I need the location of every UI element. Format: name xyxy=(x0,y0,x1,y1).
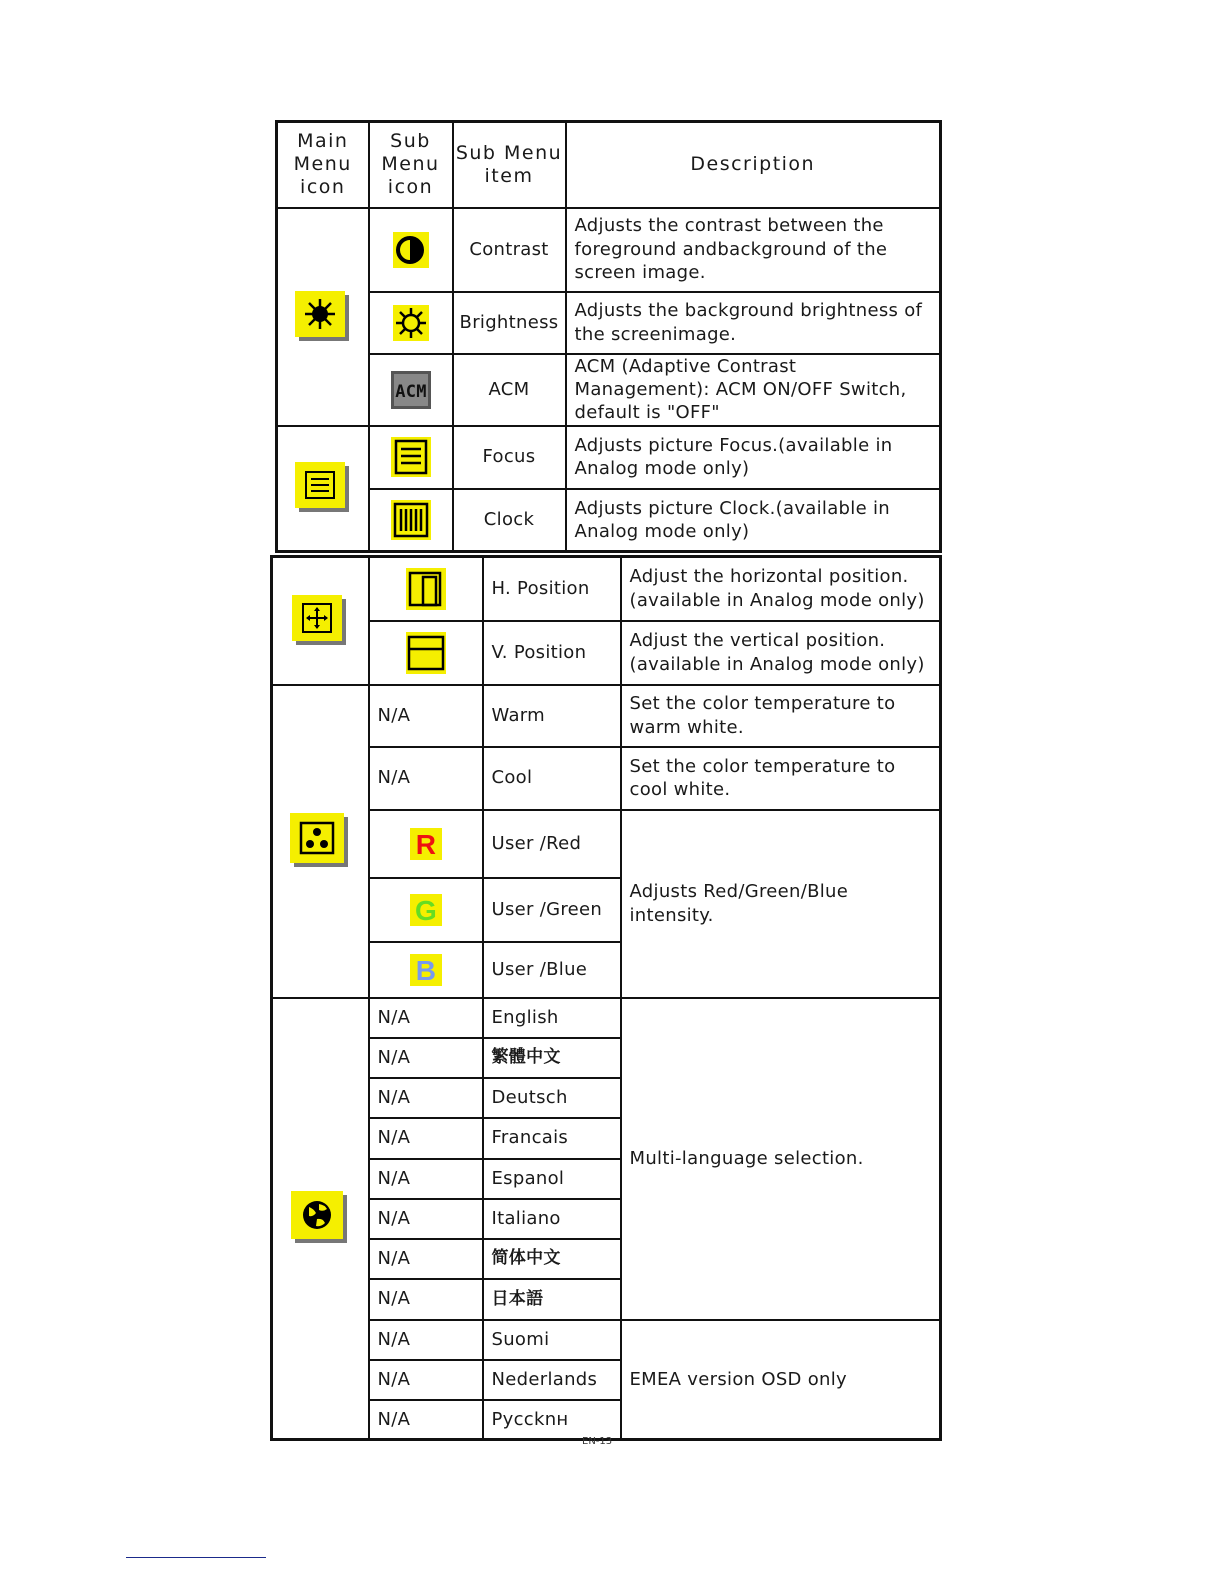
main-menu-luminance-cell xyxy=(277,208,369,426)
sub-item-acm: ACM xyxy=(453,354,566,426)
lang-sub-icon-8: N/A xyxy=(369,1279,483,1320)
desc-brightness: Adjusts the background brightness of the screenimage. xyxy=(566,292,941,354)
desc-clock: Adjusts picture Clock.(available in Analog mode only) xyxy=(566,489,941,552)
osd-menu-table-2 xyxy=(270,555,942,1441)
svg-text:ACM: ACM xyxy=(394,381,427,402)
clock-icon xyxy=(391,500,431,540)
svg-text:B: B xyxy=(415,954,436,986)
lang-item-7: 简体中文 xyxy=(483,1239,621,1279)
desc-warm: Set the color temperature to warm white. xyxy=(621,685,941,747)
lang-sub-icon-3: N/A xyxy=(369,1078,483,1118)
brightness-icon xyxy=(393,305,429,341)
lang-sub-icon-2: N/A xyxy=(369,1038,483,1078)
lang-item-2: 繁體中文 xyxy=(483,1038,621,1078)
desc-h-position: Adjust the horizontal position. (available in Analog mode only) xyxy=(621,557,941,621)
luminance-icon xyxy=(295,291,351,343)
sub-item-user-red: User /Red xyxy=(483,810,621,878)
sub-item-v-position: V. Position xyxy=(483,621,621,685)
lang-item-8: 日本語 xyxy=(483,1279,621,1320)
user-red-icon xyxy=(410,828,442,860)
footnote-divider xyxy=(126,1557,266,1558)
emea-item-3: Pyccknн xyxy=(483,1400,621,1440)
page-number: EN-13 xyxy=(582,1436,613,1444)
lang-sub-icon-4: N/A xyxy=(369,1118,483,1159)
sub-item-brightness: Brightness xyxy=(453,292,566,354)
svg-text:G: G xyxy=(414,894,437,926)
header-description: Description xyxy=(566,122,941,208)
main-menu-position-cell xyxy=(272,557,369,685)
svg-text:R: R xyxy=(415,828,436,860)
main-menu-color-cell xyxy=(272,685,369,998)
v-position-icon xyxy=(406,632,446,674)
user-blue-icon xyxy=(410,954,442,986)
acm-icon-cell xyxy=(369,354,453,426)
lang-sub-icon-7: N/A xyxy=(369,1239,483,1279)
sub-item-clock: Clock xyxy=(453,489,566,552)
sub-item-h-position: H. Position xyxy=(483,557,621,621)
lang-item-6: Italiano xyxy=(483,1199,621,1239)
sub-item-contrast: Contrast xyxy=(453,208,566,292)
emea-sub-icon-3: N/A xyxy=(369,1400,483,1440)
desc-rgb: Adjusts Red/Green/Blue intensity. xyxy=(621,810,941,998)
desc-focus: Adjusts picture Focus.(available in Analog mode only) xyxy=(566,426,941,489)
color-temperature-icon xyxy=(290,813,350,869)
main-menu-language-cell xyxy=(272,998,369,1440)
desc-emea: EMEA version OSD only xyxy=(621,1320,941,1440)
clock-icon-cell xyxy=(369,489,453,552)
contrast-icon xyxy=(393,232,429,268)
desc-contrast: Adjusts the contrast between the foreground andbackground of the screen image. xyxy=(566,208,941,292)
desc-acm: ACM (Adaptive Contrast Management): ACM ON/OFF Switch, default is "OFF" xyxy=(566,354,941,426)
red-icon-cell xyxy=(369,810,483,878)
header-main-menu-icon: Main Menu icon xyxy=(277,122,369,208)
header-sub-menu-icon: Sub Menu icon xyxy=(369,122,453,208)
brightness-icon-cell xyxy=(369,292,453,354)
h-position-icon xyxy=(406,568,446,610)
desc-languages: Multi-language selection. xyxy=(621,998,941,1320)
focus-icon xyxy=(391,437,431,477)
main-menu-image-cell xyxy=(277,426,369,552)
lang-sub-icon-6: N/A xyxy=(369,1199,483,1239)
emea-item-1: Suomi xyxy=(483,1320,621,1360)
sub-item-warm: Warm xyxy=(483,685,621,747)
lang-item-1: English xyxy=(483,998,621,1038)
contrast-icon-cell xyxy=(369,208,453,292)
sub-item-focus: Focus xyxy=(453,426,566,489)
sub-item-cool: Cool xyxy=(483,747,621,810)
acm-icon xyxy=(391,371,431,409)
position-icon xyxy=(292,595,348,647)
language-globe-icon xyxy=(291,1191,349,1245)
focus-icon-cell xyxy=(369,426,453,489)
warm-sub-icon: N/A xyxy=(369,685,483,747)
image-setup-icon xyxy=(295,462,351,514)
v-position-icon-cell xyxy=(369,621,483,685)
lang-sub-icon-1: N/A xyxy=(369,998,483,1038)
desc-v-position: Adjust the vertical position. (available in Analog mode only) xyxy=(621,621,941,685)
lang-item-4: Francais xyxy=(483,1118,621,1159)
header-sub-menu-item: Sub Menu item xyxy=(453,122,566,208)
user-green-icon xyxy=(410,894,442,926)
sub-item-user-blue: User /Blue xyxy=(483,942,621,998)
h-position-icon-cell xyxy=(369,557,483,621)
osd-menu-table-1 xyxy=(275,120,942,553)
lang-item-3: Deutsch xyxy=(483,1078,621,1118)
lang-item-5: Espanol xyxy=(483,1159,621,1199)
cool-sub-icon: N/A xyxy=(369,747,483,810)
sub-item-user-green: User /Green xyxy=(483,878,621,942)
emea-sub-icon-1: N/A xyxy=(369,1320,483,1360)
emea-sub-icon-2: N/A xyxy=(369,1360,483,1400)
lang-sub-icon-5: N/A xyxy=(369,1159,483,1199)
green-icon-cell xyxy=(369,878,483,942)
desc-cool: Set the color temperature to cool white. xyxy=(621,747,941,810)
emea-item-2: Nederlands xyxy=(483,1360,621,1400)
blue-icon-cell xyxy=(369,942,483,998)
